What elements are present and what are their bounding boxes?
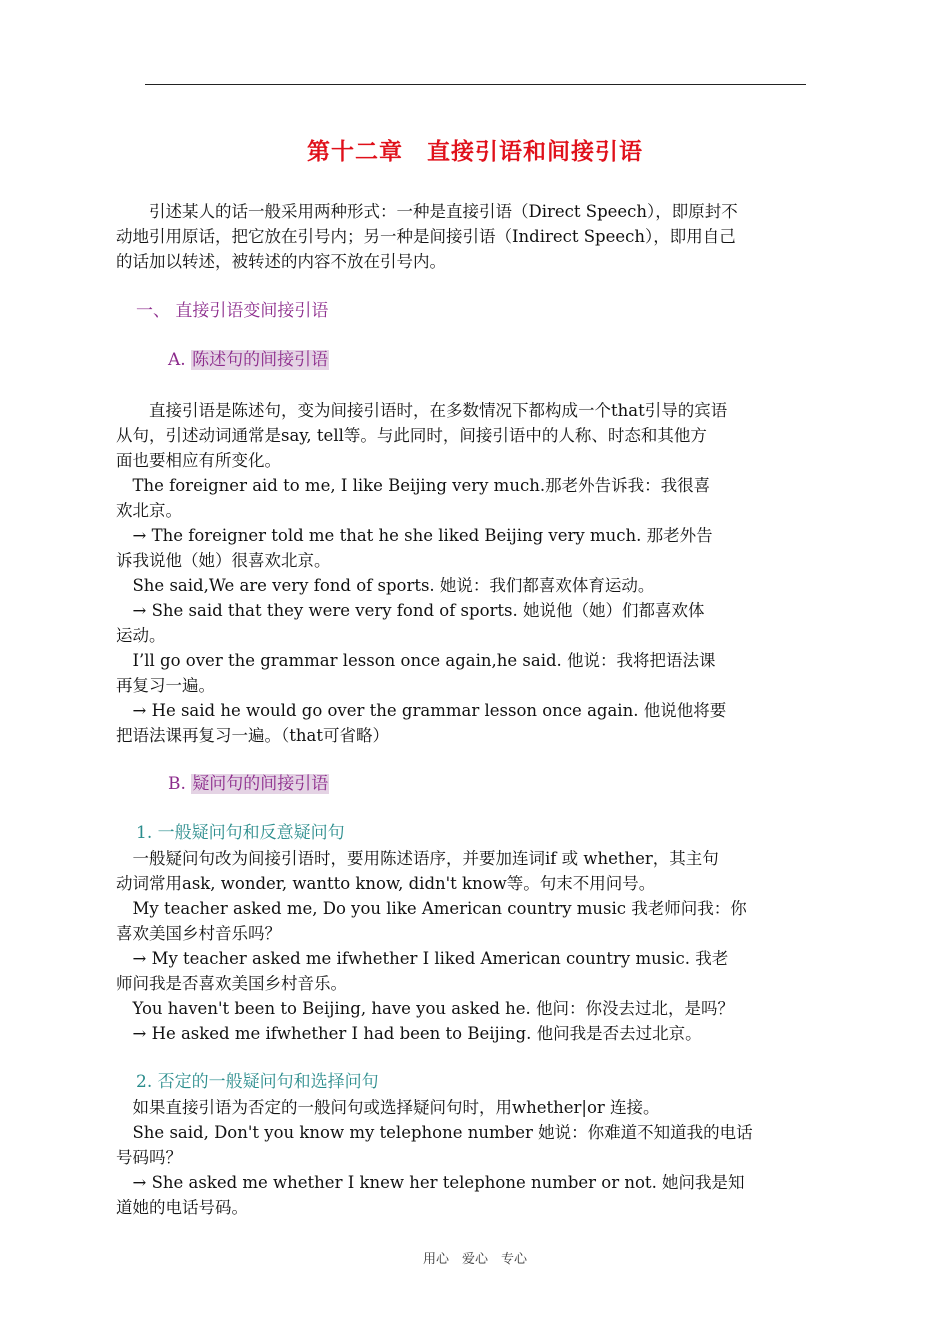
block-a-line: She said,We are very fond of sports. 她说：我们都喜欢体育运动。 [116, 576, 655, 595]
section-heading-b [168, 772, 329, 797]
block-a-line: → The foreigner told me that he she liked Beijing very much. 那老外告 [116, 526, 713, 545]
block-a-line: 从句，引述动词通常是say, tell等。与此同时，间接引语中的人称、时态和其他方 [116, 426, 707, 445]
section-b-prefix: B. [168, 774, 186, 794]
block-1-line: 喜欢美国乡村音乐吗？ [116, 924, 281, 943]
statement-block [116, 398, 808, 748]
block-a-line: → She said that they were very fond of sports. 她说他（她）们都喜欢体 [116, 601, 705, 620]
block-a-line: I’ll go over the grammar lesson once again,he said. 他说：我将把语法课 [116, 651, 716, 670]
header-rule [145, 84, 806, 85]
block-2-line: 号码吗？ [116, 1148, 182, 1167]
block-1-line: 师问我是否喜欢美国乡村音乐。 [116, 974, 347, 993]
block-1-line: 一般疑问句改为间接引语时，要用陈述语序，并要加连词if 或 whether，其主句 [116, 849, 719, 868]
section-a-label: 陈述句的间接引语 [192, 350, 329, 370]
block-a-line: 诉我说他（她）很喜欢北京。 [116, 551, 331, 570]
block-a-line: The foreigner aid to me, I like Beijing very much.那老外告诉我：我很喜 [116, 476, 711, 495]
intro-paragraph [116, 199, 808, 274]
block-a-line: 面也要相应有所变化。 [116, 451, 281, 470]
page-footer: 用心 爱心 专心 [422, 1252, 527, 1267]
block-1-line: My teacher asked me, Do you like American country music 我老师问我：你 [116, 899, 747, 918]
section-heading-a [168, 348, 329, 373]
intro-line: 动地引用原话，把它放在引号内；另一种是间接引语（Indirect Speech），即用自己 [116, 227, 736, 246]
intro-line: 的话加以转述，被转述的内容不放在引号内。 [116, 252, 446, 271]
section-b-label: 疑问句的间接引语 [192, 774, 329, 794]
chapter-title: 第十二章 直接引语和间接引语 [307, 138, 643, 165]
subheading-1: 1. 一般疑问句和反意疑问句 [136, 823, 345, 843]
block-a-line: 欢北京。 [116, 501, 182, 520]
question-block-2 [116, 1095, 808, 1220]
block-2-line: 如果直接引语为否定的一般问句或选择疑问句时，用whether|or 连接。 [116, 1098, 660, 1117]
block-2-line: She said, Don't you know my telephone number 她说：你难道不知道我的电话 [116, 1123, 753, 1142]
block-2-line: 道她的电话号码。 [116, 1198, 248, 1217]
block-a-line: 运动。 [116, 626, 166, 645]
subheading-2: 2. 否定的一般疑问句和选择问句 [136, 1072, 379, 1092]
block-a-line: 直接引语是陈述句，变为间接引语时，在多数情况下都构成一个that引导的宾语 [116, 401, 728, 420]
block-a-line: 把语法课再复习一遍。（that可省略） [116, 726, 389, 745]
block-1-line: 动词常用ask, wonder, wantto know, didn't know等。句末不用问号。 [116, 874, 656, 893]
block-1-line: You haven't been to Beijing, have you asked he. 他问：你没去过北，是吗？ [116, 999, 735, 1018]
block-1-line: → He asked me ifwhether I had been to Beijing. 他问我是否去过北京。 [116, 1024, 702, 1043]
question-block-1 [116, 846, 808, 1046]
section-heading-1: 一、 直接引语变间接引语 [136, 301, 329, 321]
intro-line: 引述某人的话一般采用两种形式：一种是直接引语（Direct Speech），即原封不 [116, 202, 738, 221]
block-2-line: → She asked me whether I knew her telephone number or not. 她问我是知 [116, 1173, 745, 1192]
block-a-line: → He said he would go over the grammar lesson once again. 他说他将要 [116, 701, 727, 720]
section-a-prefix: A. [168, 350, 186, 370]
block-1-line: → My teacher asked me ifwhether I liked American country music. 我老 [116, 949, 729, 968]
block-a-line: 再复习一遍。 [116, 676, 215, 695]
